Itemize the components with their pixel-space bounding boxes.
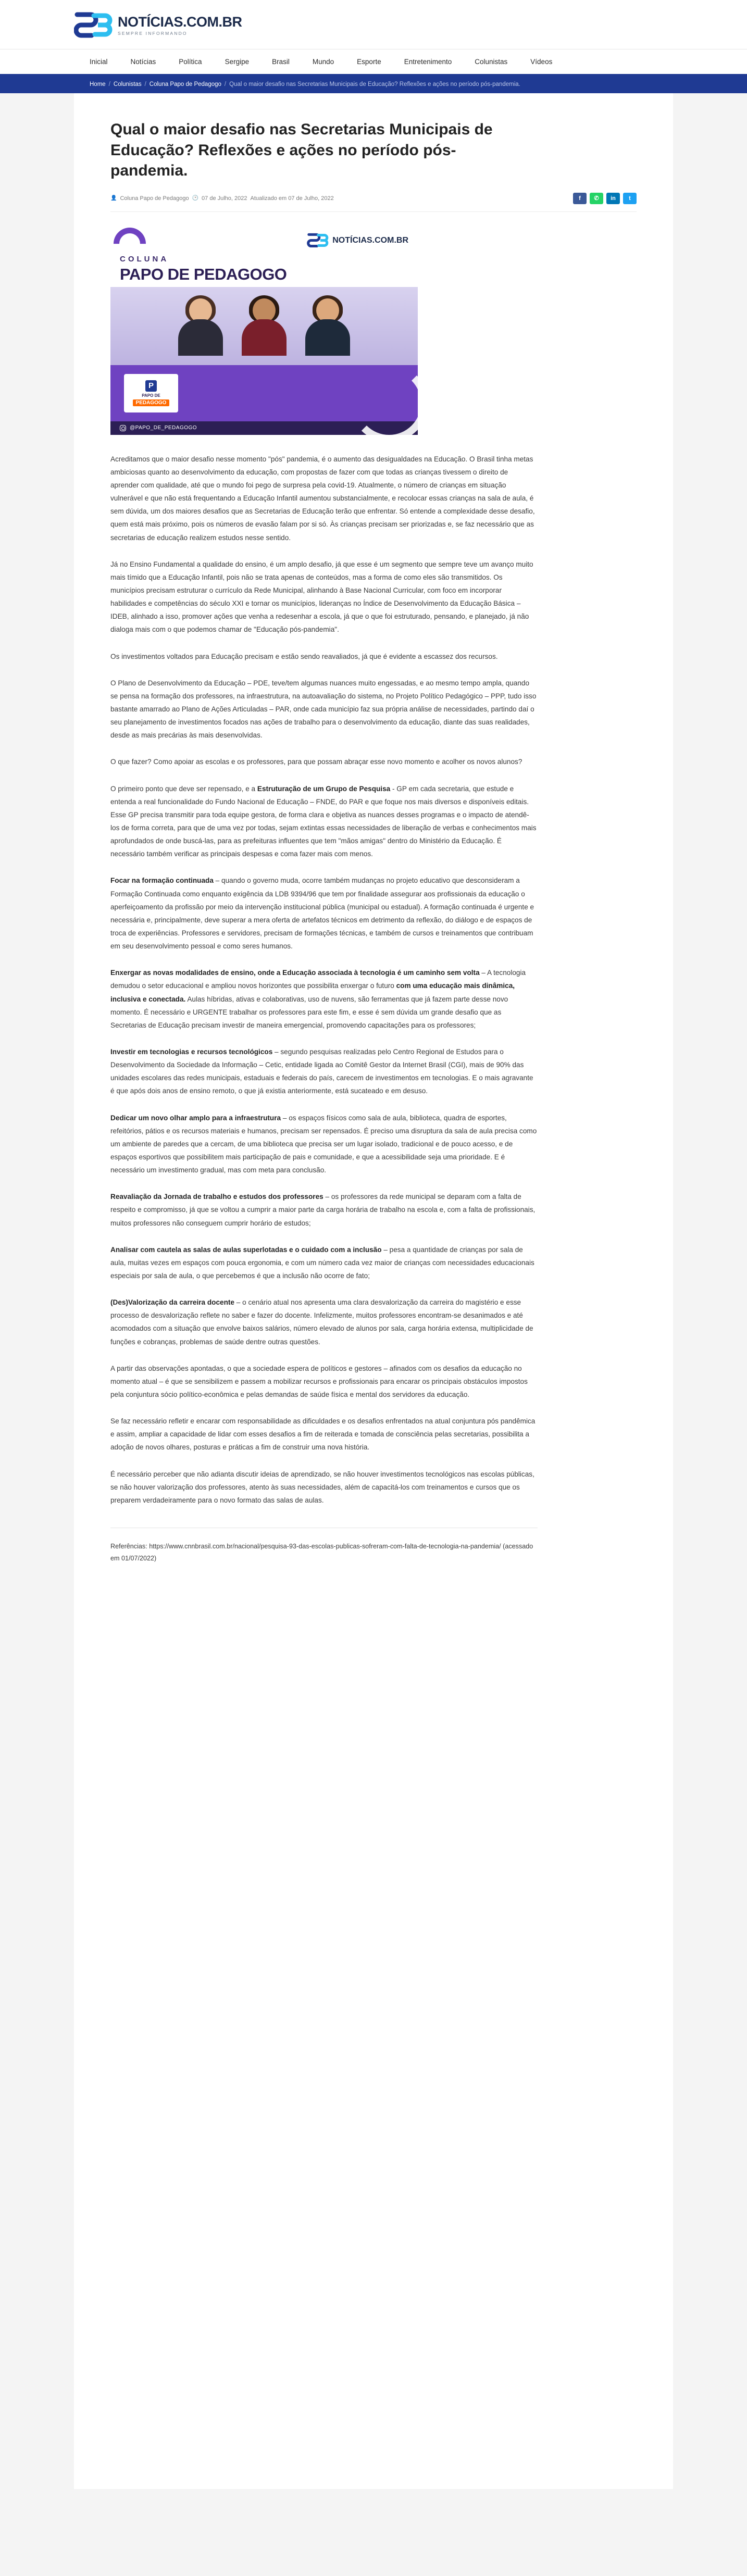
share-linkedin-icon[interactable]: in <box>606 193 620 204</box>
featured-mini-logo-card <box>124 374 178 412</box>
article-paragraph: O Plano de Desenvolvimento da Educação – PDE, teve/tem algumas nuances muito engessadas, e ao mesmo tempo ampla, quando se pensa na formação dos professores, na infraestrutura, na autoavaliação do sistema, no Projeto Político Pedagógico – PPP, tudo isso bastante amarrado ao Plano de Ações Articuladas – PAR, onde cada município faz sua própria análise de necessidades, partindo daí o seu planejamento de investimentos focados nas ações de trabalho para o desenvolvimento da educação, diante das suas realidades, desde as mais precárias às mais desenvolvidas. <box>110 679 537 740</box>
featured-papo-title: PAPO DE PEDAGOGO <box>120 265 287 283</box>
article-paragraph: A partir das observações apontadas, o que a sociedade espera de políticos e gestores – afinados com os desafios da educação no momento atual – é que se sensibilizem e passem a mobilizar recursos e profissionais para encarar os principais obstáculos impostos pela conjuntura sócio político-econômica e pelas demandas de saúde física e mental dos servidores da educação. <box>110 1364 528 1398</box>
nav-item-entretenimento[interactable]: Entretenimento <box>404 58 452 66</box>
featured-photo <box>110 287 418 365</box>
featured-logo-title: NOTÍCIAS.COM.BR <box>332 235 408 245</box>
white-swoosh-decoration <box>350 364 418 435</box>
article-body <box>110 453 538 1507</box>
article-paragraph: Acreditamos que o maior desafio nesse momento "pós" pandemia, é o aumento das desigualdades na Educação. O Brasil tinha metas ambiciosas quanto ao desenvolvimento da educação, com propostas de fazer com que todas as crianças tivessem o direito de aprender com qualidade, até que o mundo foi pego de surpresa pela covid-19. Atualmente, o número de crianças em situação vulnerável e que não está frequentando a Educação Infantil aumentou substancialmente, e recolocar essas crianças na sala de aula, é sem dúvida, um dos maiores desafios que as Secretarias de Educação terão que enfrentar. Só entende a complexidade desse desafio, quem está mais próximo, pois os números de evasão falam por si só. Às crianças precisam ser priorizadas e, se faz necessário que as secretarias de educação realizem estudos nesse sentido. <box>110 455 535 542</box>
breadcrumb-separator: / <box>108 81 110 87</box>
user-icon: 👤 <box>110 195 117 202</box>
share-whatsapp-icon[interactable]: ✆ <box>590 193 603 204</box>
article-paragraph: Enxergar as novas modalidades de ensino, onde a Educação associada à tecnologia é um caminho sem volta – A tecnologia demudou o setor educacional e ampliou novos horizontes que possibilita enxergar o futuro com uma educação mais dinâmica, inclusiva e conectada. Aulas híbridas, ativas e colaborativas, uso de nuvens, são ferramentas que já fazem parte desse novo momento. É necessário e URGENTE trabalhar os professores para este fim, e esse é sem dúvida um grande desafio que as Secretarias de Educação precisam investir de maneira emergencial, promovendo capacitações para os professores; <box>110 969 526 1029</box>
share-twitter-icon[interactable]: t <box>623 193 637 204</box>
person-2 <box>239 298 289 365</box>
article-paragraph: Reavaliação da Jornada de trabalho e estudos dos professores – os professores da rede municipal se deparam com a falta de respeito e compromisso, já que se voltou a cumprir a maior parte da carga horária de trabalho na escola e, com a falta de profissionais, muitos professores não conseguem cumprir horário de estudos; <box>110 1193 536 1227</box>
article-paragraph: Investir em tecnologias e recursos tecnológicos – segundo pesquisas realizadas pelo Centro Regional de Estudos para o Desenvolvimento da Sociedade da Informação – Cetic, entidade ligada ao Comitê Gestor da Internet Brasil (CGI), mais de 90% das unidades escolares das redes municipais, estaduais e federais do país, carecem de investimentos em tecnologias. E o mais agravante é que após dois anos de ensino remoto, o que já existia anteriormente, está sucateado e em desuso. <box>110 1047 533 1095</box>
breadcrumb-bar <box>0 76 747 93</box>
nav-items <box>74 49 673 74</box>
main-navigation <box>0 49 747 76</box>
article-paragraph: (Des)Valorização da carreira docente – o cenário atual nos apresenta uma clara desvalorização da carreira do magistério e esse processo de desvalorização reflete no saber e fazer do docente. Infelizmente, muitos professores encontram-se desanimados e até acomodados com a situação que envolve baixos salários, número elevado de alunos por sala, carga horária extensa, multiplicidade de funções e cobranças, problemas de saúde dentre outras questões. <box>110 1298 533 1346</box>
featured-card-label-2: PEDAGOGO <box>133 399 170 406</box>
share-facebook-icon[interactable]: f <box>573 193 587 204</box>
logo-text <box>118 15 242 36</box>
breadcrumb-home[interactable]: Home <box>90 81 106 87</box>
clock-icon: 🕑 <box>192 195 199 202</box>
article-meta <box>110 195 334 202</box>
featured-logo-93-icon <box>306 233 329 248</box>
nav-item-inicial[interactable]: Inicial <box>90 58 108 66</box>
breadcrumb-separator-3: / <box>224 81 227 87</box>
logo-title: NOTÍCIAS.COM.BR <box>118 14 242 30</box>
site-logo[interactable] <box>74 11 242 40</box>
person-3 <box>303 298 353 365</box>
nav-item-esporte[interactable]: Esporte <box>357 58 381 66</box>
featured-logo <box>306 233 408 248</box>
article-paragraph: Os investimentos voltados para Educação precisam e estão sendo reavaliados, já que é evidente a escassez dos recursos. <box>110 652 498 660</box>
breadcrumb-colunistas[interactable]: Colunistas <box>113 81 142 87</box>
page-title: Qual o maior desafio nas Secretarias Municipais de Educação? Reflexões e ações no período pós-pandemia. <box>110 121 493 180</box>
article-container <box>74 93 673 2489</box>
featured-header <box>110 226 418 287</box>
article-paragraph: Dedicar um novo olhar amplo para a infraestrutura – os espaços físicos como sala de aula, biblioteca, quadra de esportes, refeitórios, pátios e os recursos materiais e humanos, precisam ser repensados. É preciso uma disruptura da sala de aula precisa como um ambiente de paredes que a cercam, de uma biblioteca que precisa ser um lugar isolado, tradicional e de pouco acesso, e de espaços esportivos que possibilitem mais participação de pais e comunidade, e que a acessibilidade seja uma prioridade. E é necessário um investimento gradual, mas com meta para conclusão. <box>110 1114 537 1174</box>
featured-card-letter: P <box>145 380 157 392</box>
instagram-icon <box>120 425 126 431</box>
nav-item-sergipe[interactable]: Sergipe <box>225 58 250 66</box>
site-header <box>0 0 747 49</box>
article-author: Coluna Papo de Pedagogo <box>120 195 189 202</box>
breadcrumb-current: Qual o maior desafio nas Secretarias Municipais de Educação? Reflexões e ações no período pós-pandemia. <box>229 81 520 87</box>
article-paragraph: Analisar com cautela as salas de aulas superlotadas e o cuidado com a inclusão – pesa a quantidade de crianças por sala de aula, muitas vezes em espaços com pouca ergonomia, e com um número cada vez maior de crianças com necessidades educacionais especiais por sala de aula, o que percebemos é que a inclusão não ocorre de fato; <box>110 1245 534 1280</box>
featured-coluna-label: COLUNA <box>120 254 169 264</box>
article-date: 07 de Julho, 2022 <box>202 195 247 202</box>
nav-item-mundo[interactable]: Mundo <box>312 58 334 66</box>
share-buttons <box>573 193 637 204</box>
featured-card-label: PAPO DE <box>142 393 160 398</box>
breadcrumb-separator-2: / <box>144 81 146 87</box>
article-meta-row <box>110 193 637 212</box>
article-paragraph: É necessário perceber que não adianta discutir ideias de aprendizado, se não houver investimentos tecnológicos nas escolas públicas, se não houver valorização dos professores, atento às suas necessidades, além de capacitá-los com treinamentos e cursos que os preparem verdadeiramente para o novo formato das salas de aulas. <box>110 1470 534 1504</box>
article-paragraph: Já no Ensino Fundamental a qualidade do ensino, é um amplo desafio, já que esse é um segmento que sempre teve um avanço muito mais tímido que a Educação Infantil, pois não se trata apenas de conteúdos, mas a forma de como eles são transmitidos. Os municípios precisam estruturar o currículo da Rede Municipal, alinhando à Base Nacional Curricular, com foco em incorporar habilidades e competências do século XXI e tornar os municípios, lideranças no Índice de Desenvolvimento da Educação Básica – IDEB, alinhado a isso, promover ações que venha a redesenhar a escola, já que o que foi estruturado, pensando, e planejado, já não dialoga mais com o que podemos chamar de "Educação pós-pandemia". <box>110 560 533 634</box>
nav-item-colunistas[interactable]: Colunistas <box>475 58 508 66</box>
article-paragraph: Se faz necessário refletir e encarar com responsabilidade as dificuldades e os desafios enfrentados na atual conjuntura pós pandêmica e assim, ampliar a capacidade de lidar com esses desafios a fim de reiterada e tomada de consciência pelas secretarias, possibilita a adoção de novos olhares, posturas e práticas a fim de construir uma nova história. <box>110 1417 536 1452</box>
featured-image <box>110 226 418 435</box>
breadcrumb-coluna[interactable]: Coluna Papo de Pedagogo <box>149 81 221 87</box>
article-paragraph: Focar na formação continuada – quando o governo muda, ocorre também mudanças no projeto educativo que desconsideram a Formação Continuada como enquanto exigência da LDB 9394/96 que tem por finalidade assegurar aos profissionais da educação o aperfeiçoamento da profissão por meio da intervenção institucional pública (municipal ou estadual). A formação continuada é urgente e necessária e, principalmente, deve superar a mera oferta de artefatos técnicos em detrimento da reflexão, do diálogo e de espaços de troca de experiências. Professores e servidores, precisam de formações técnicas, e também de cursos e treinamentos que contribuam em seu desenvolvimento pessoal e como seres humanos. <box>110 877 534 951</box>
person-1 <box>176 298 226 365</box>
breadcrumb <box>74 76 673 93</box>
featured-footer <box>110 365 418 421</box>
article-references: Referências: https://www.cnnbrasil.com.br/nacional/pesquisa-93-das-escolas-publicas-sofreram-com-falta-de-tecnologia-na-pandemia/ (acessado em 01/07/2022) <box>110 1528 538 1564</box>
nav-item-brasil[interactable]: Brasil <box>272 58 290 66</box>
article-paragraph: O que fazer? Como apoiar as escolas e os professores, para que possam abraçar esse novo momento e acolher os novos alunos? <box>110 758 522 766</box>
nav-item-pol-tica[interactable]: Política <box>179 58 202 66</box>
nav-item-v-deos[interactable]: Vídeos <box>530 58 553 66</box>
featured-handle-text: @PAPO_DE_PEDAGOGO <box>130 425 197 431</box>
logo-subtitle: SEMPRE INFORMANDO <box>118 31 188 36</box>
logo-93-icon <box>74 11 113 40</box>
nav-item-not-cias[interactable]: Notícias <box>130 58 156 66</box>
header-inner <box>74 11 673 40</box>
article-updated: Atualizado em 07 de Julho, 2022 <box>250 195 334 202</box>
article-paragraph: O primeiro ponto que deve ser repensado, e a Estruturação de um Grupo de Pesquisa - GP em cada secretaria, que estude e entenda a real funcionalidade do Fundo Nacional de Educação – FNDE, do PAR e que foque nos mais diversos e disponíveis editais. Esse GP precisa transmitir para toda equipe gestora, de forma clara e objetiva as nuances desses programas e o impacto de atendê-los de forma correta, para que de uma vez por todas, sejam extintas essas necessidades de liberação de verbas e conhecimentos mais aprofundados de onde buscá-las, para as prefeituras influentes que tem "mãos amigas" dentro do Ministério da Educação. É necessário também verificar as principais despesas e coma fazer mais com menos. <box>110 784 537 858</box>
